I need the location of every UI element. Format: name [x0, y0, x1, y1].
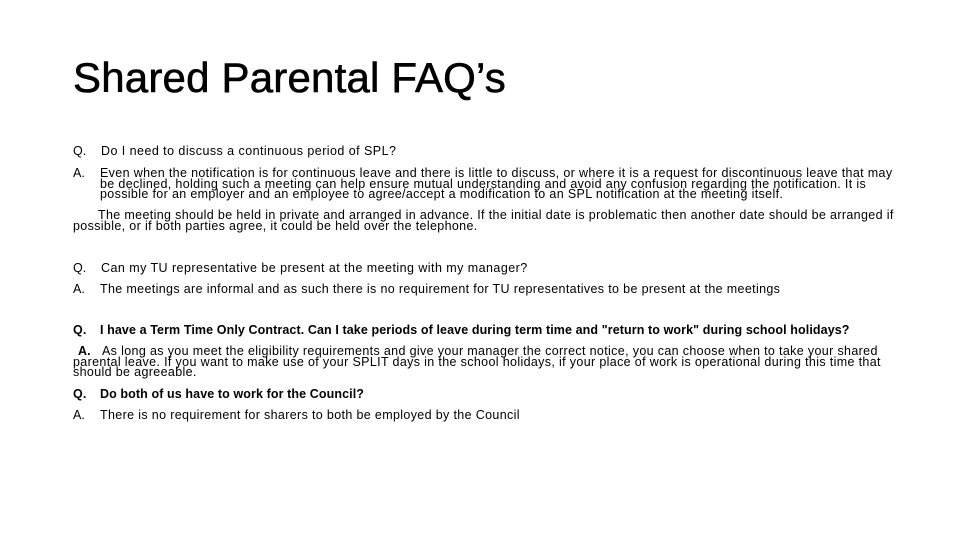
faq1-question-marker: Q.	[73, 144, 87, 158]
faq4-answer: There is no requirement for sharers to both be employed by the Council	[100, 408, 520, 422]
faq2-question: Can my TU representative be present at the meeting with my manager?	[101, 261, 528, 275]
faq1-extra-line-1: The meeting should be held in private and arranged in advance. If the initial date is problematic then another date should be arranged if	[98, 208, 894, 222]
faq1-extra-line-2: possible, or if both parties agree, it could be held over the telephone.	[73, 219, 478, 233]
faq2-question-marker: Q.	[73, 261, 87, 275]
faq3-answer-marker: A.	[78, 344, 91, 358]
faq2-answer-marker: A.	[73, 282, 85, 296]
faq3-answer-line-2: parental leave. If you want to make use of your SPLIT days in the school holidays, if your place of work is operational during this time that	[73, 355, 881, 369]
faq2-answer: The meetings are informal and as such there is no requirement for TU representatives to be present at the meetings	[100, 282, 781, 296]
faq1-question: Do I need to discuss a continuous period of SPL?	[101, 144, 397, 158]
faq3-question-marker: Q.	[73, 323, 87, 337]
faq4-question: Do both of us have to work for the Council?	[100, 387, 365, 401]
faq4-question-marker: Q.	[73, 387, 87, 401]
faq1-answer-line-2: be declined, holding such a meeting can help ensure mutual understanding and avoid any confusion regarding the notification. It is	[100, 177, 867, 191]
faq1-answer-marker: A.	[73, 166, 85, 180]
faq3-answer-line-3: should be agreeable.	[73, 365, 197, 379]
faq3-question: I have a Term Time Only Contract. Can I take periods of leave during term time and "return to work" during school holidays?	[100, 323, 850, 337]
faq1-answer-line-3: possible for an employer and an employee to agree/accept a modification to an SPL notification at the meeting itself.	[100, 187, 784, 201]
slide-title: Shared Parental FAQ’s	[73, 54, 506, 101]
faq3-answer-line-1: As long as you meet the eligibility requirements and give your manager the correct notice, you can choose when to take your shared	[102, 344, 878, 358]
faq1-answer-line-1: Even when the notification is for continuous leave and there is little to discuss, or where it is a request for discontinuous leave that may	[100, 166, 893, 180]
faq4-answer-marker: A.	[73, 408, 85, 422]
